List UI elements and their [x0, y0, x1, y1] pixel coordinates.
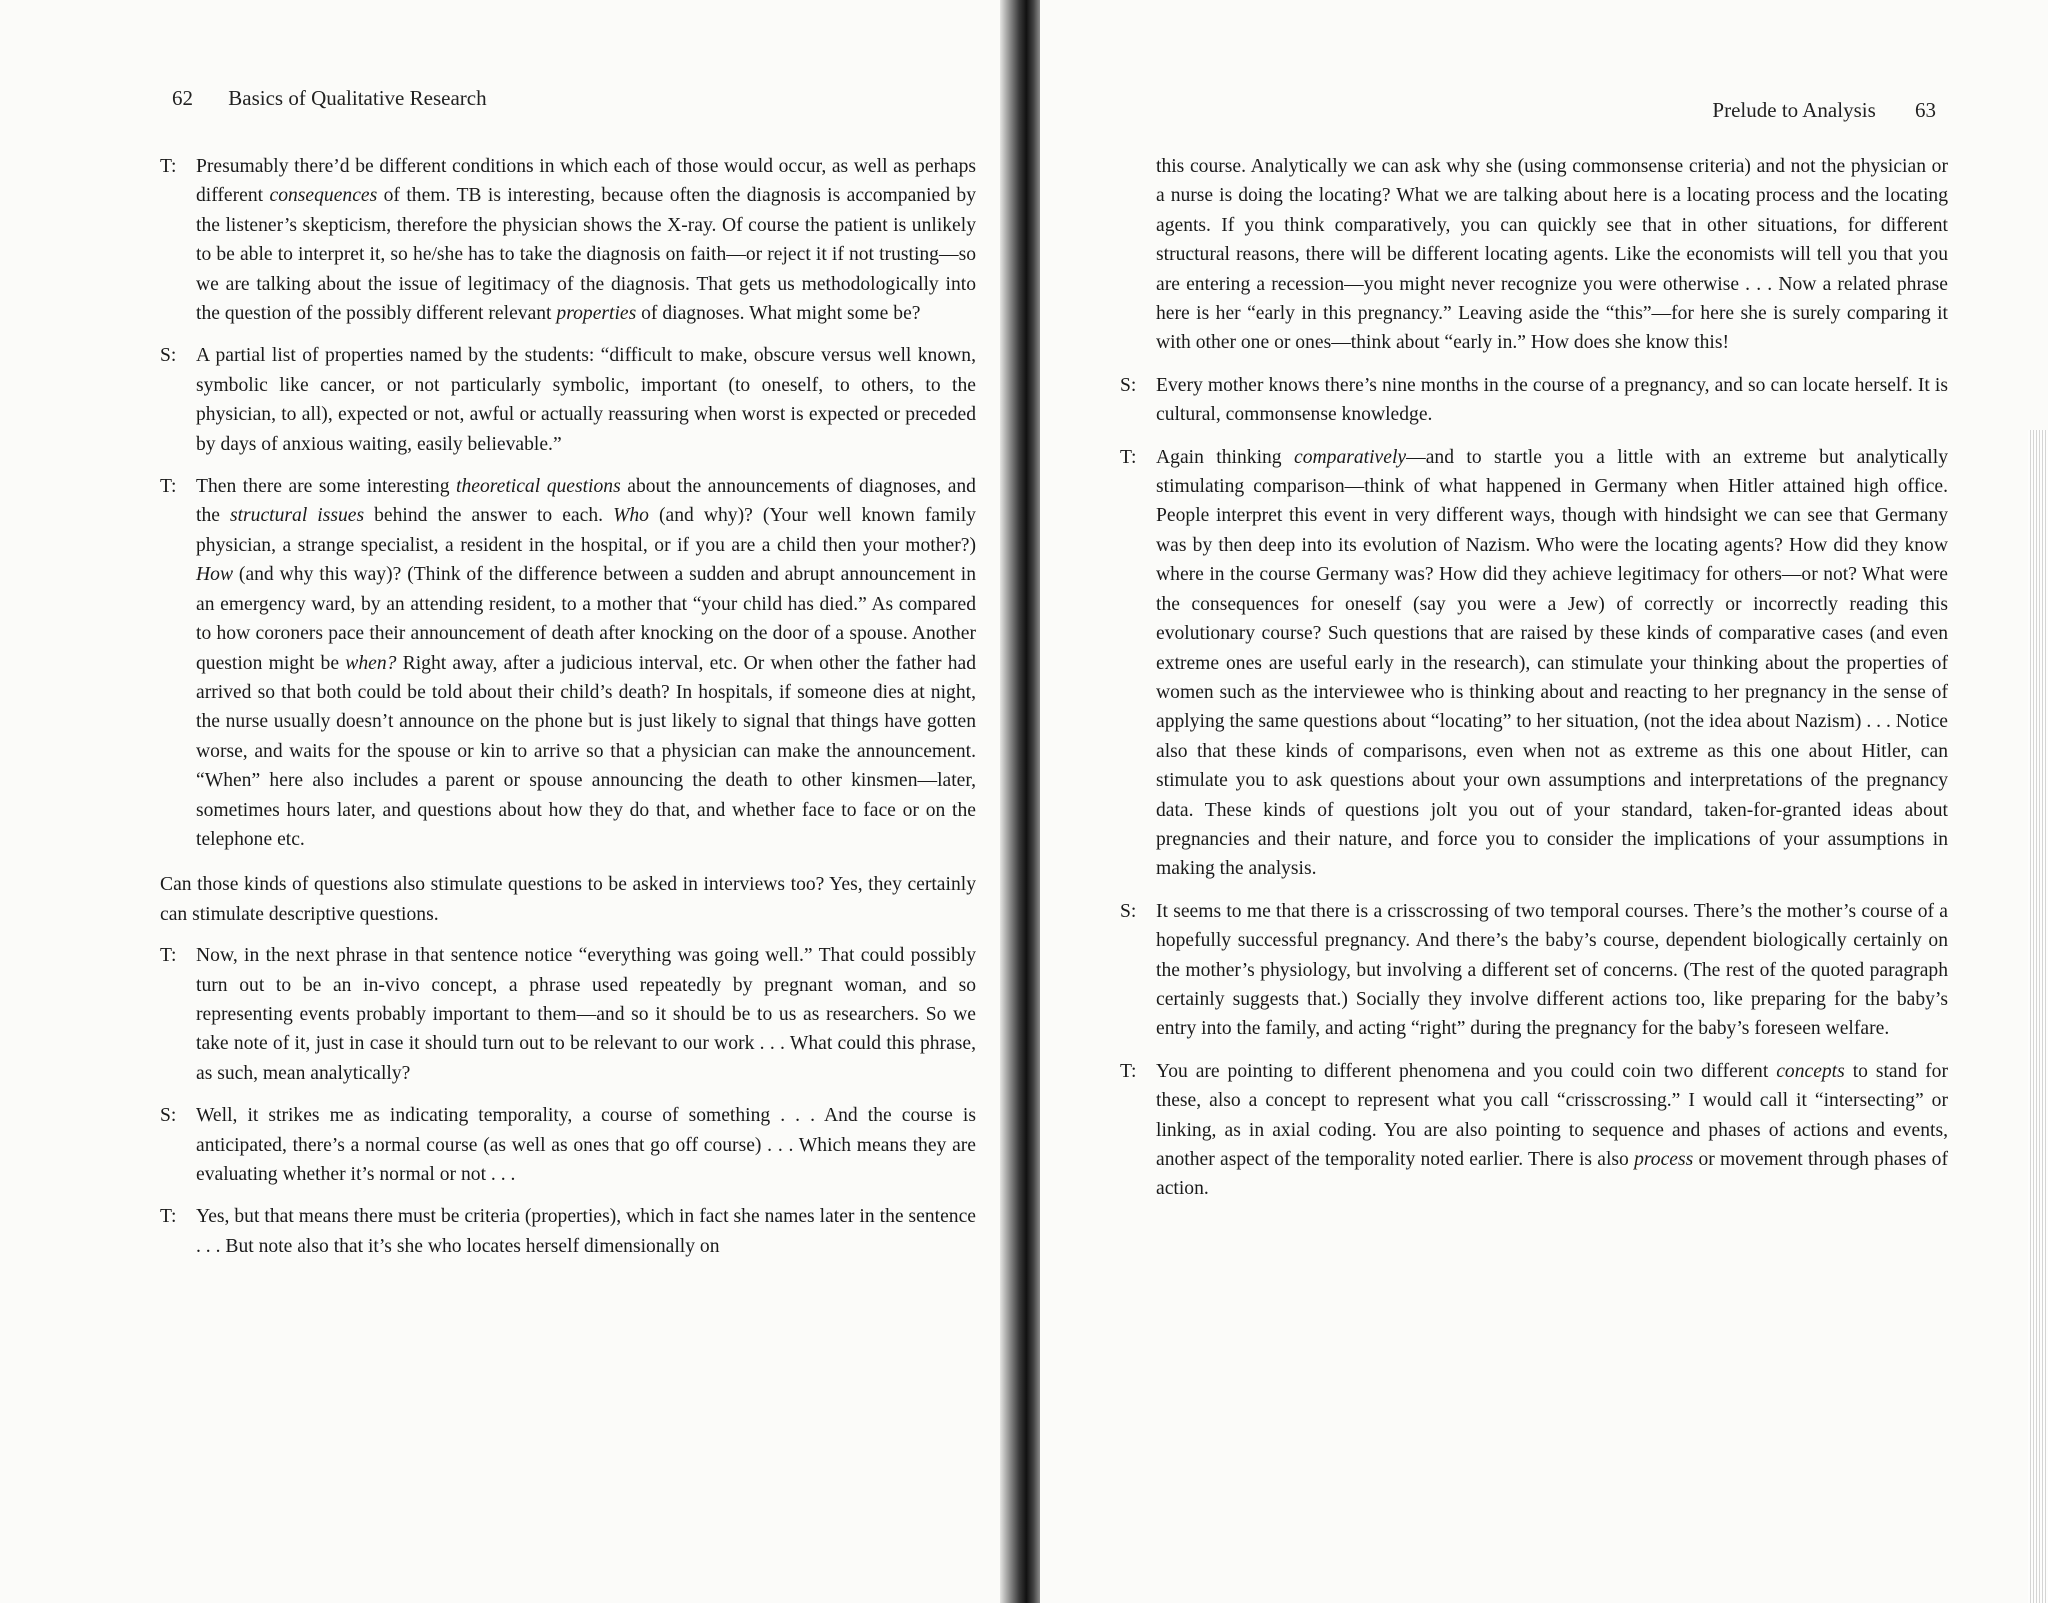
text-run: You are pointing to different phenomena and you could coin two different	[1156, 1060, 1777, 1082]
text-run: or movement through phases of action.	[1156, 1149, 1948, 1200]
text-run: Right away, after a judicious interval, etc. Or when other the father had arrived so that both could be told about their child’s death? In hospitals, if someone dies at night, the nurse usually doesn’t announce on the phone but is just likely to signal that things have gotten worse, and waits for the spouse or kin to arrive so that a physician can make the announcement. “When” here also includes a parent or spouse announcing the death to other kinsmen—later, sometimes hours later, and questions about how they do that, and whether face to face or on the telephone etc.	[196, 652, 976, 850]
speaker-label: T:	[160, 476, 177, 498]
text-run: (and why)? (Your well known family physician, a strange specialist, a resident in the hospital, or if you are a child then your mother?)	[196, 505, 976, 556]
dialogue-entry	[160, 941, 976, 1088]
italic-text: Who	[613, 505, 649, 527]
speaker-label: S:	[1120, 374, 1137, 396]
right-page	[1040, 0, 2048, 1603]
text-run: of diagnoses. What might some be?	[636, 303, 921, 325]
text-run: (and why this way)? (Think of the difference between a sudden and abrupt announcement in an emergency ward, by an attending resident, to a mother that “your child has died.” As compared to how coroners pace their announcement of death after knocking on the door of a spouse. Another question might be	[196, 564, 976, 674]
running-head-title: Prelude to Analysis	[1712, 98, 1876, 122]
speaker-label: S:	[160, 1105, 177, 1127]
dialogue-entry	[160, 341, 976, 459]
speaker-label: T:	[160, 156, 177, 177]
text-run: this course. Analytically we can ask why she (using commonsense criteria) and not the physician or a nurse is doing the locating? What we are talking about here is a locating process and the locating agents. If you think comparatively, you can quickly see that in other situations, for different structural reasons, there will be different locating agents. Like the economists will tell you that you are entering a recession—you might never recognize you were otherwise . . . Now a related phrase here is her “early in this pregnancy.” Leaving aside the “this”—for here she is surely comparing it with other one or ones—think about “early in.” How does she know this!	[1156, 156, 1948, 354]
text-run: It seems to me that there is a crisscrossing of two temporal courses. There’s the mother’s course of a hopefully successful pregnancy. And there’s the baby’s course, dependent biologically certainly on the mother’s physiology, but involving a different set of concerns. (The rest of the quoted paragraph certainly suggests that.) Socially they involve different actions too, like preparing for the baby’s entry into the family, and acting “right” during the pregnancy for the baby’s foreseen welfare.	[1156, 900, 1948, 1040]
dialogue-text	[196, 941, 976, 1088]
italic-text: comparatively	[1294, 446, 1407, 468]
dialogue-text	[1156, 443, 1948, 884]
speaker-label: T:	[160, 945, 177, 967]
text-run: of them. TB is interesting, because often the diagnosis is accompanied by the listener’s skepticism, therefore the physician shows the X-ray. Of course the patient is unlikely to be able to interpret it, so he/she has to take the diagnosis on faith—or reject it if not trusting—so we are talking about the issue of legitimacy of the diagnosis. That gets us methodologically into the question of the possibly different relevant	[196, 185, 976, 325]
dialogue-text	[1156, 897, 1948, 1044]
text-run: Every mother knows there’s nine months in the course of a pregnancy, and so can locate herself. It is cultural, commonsense knowledge.	[1156, 374, 1948, 426]
italic-text: consequences	[269, 185, 378, 207]
dialogue-block	[160, 152, 976, 854]
dialogue-text	[1156, 371, 1948, 430]
right-page-text	[1120, 152, 1948, 1217]
italic-text: structural issues	[229, 505, 365, 527]
dialogue-entry	[160, 472, 976, 854]
text-run: Again thinking	[1156, 446, 1295, 468]
text-run: Now, in the next phrase in that sentence notice “everything was going well.” That could possibly turn out to be an in-vivo concept, a phrase used repeatedly by pregnant woman, and so representing events probably important to them—and so it should be to us as researchers. So we take note of it, just in case it should turn out to be relevant to our work . . . What could this phrase, as such, mean analytically?	[196, 945, 976, 1084]
text-run: behind the answer to each.	[364, 505, 614, 527]
text-run: Yes, but that means there must be criteria (properties), which in fact she names later in the sentence . . . But note also that it’s she who locates herself dimensionally on	[196, 1206, 976, 1257]
italic-text: theoretical questions	[456, 476, 621, 498]
speaker-label: T:	[1120, 446, 1137, 468]
text-run: to stand for these, also a concept to represent what you call “crisscrossing.” I would call it “intersecting” or linking, as in axial coding. You are also pointing to sequence and phases of actions and events, another aspect of the temporality noted earlier. There is also	[1156, 1060, 1948, 1170]
text-run: —and to startle you a little with an extreme but analytically stimulating comparison—think of what happened in Germany when Hitler attained high office. People interpret this event in very different ways, though with hindsight we can see that Germany was by then deep into its evolution of Nazism. Who were the locating agents? How did they know where in the course Germany was? How did they achieve legitimacy for others—or not? What were the consequences for oneself (say you were a Jew) of correctly or incorrectly reading this evolutionary course? Such questions that are raised by these kinds of comparative cases (and even extreme ones are useful early in the research), can stimulate your thinking about the properties of women such as the interviewee who is thinking about and reacting to her pregnancy in the sense of applying the same questions about “locating” to her situation, (not the idea about Nazism) . . . Notice also that these kinds of comparisons, even when not as extreme as this one about Hitler, can stimulate you to ask questions about your own assumptions and interpretations of the pregnancy data. These kinds of questions jolt you out of your standard, taken-for-granted ideas about pregnancies and their nature, and force you to consider the implications of your assumptions in making the analysis.	[1156, 446, 1948, 880]
dialogue-text	[196, 1202, 976, 1261]
dialogue-block	[160, 941, 976, 1261]
speaker-label: T:	[1120, 1060, 1137, 1082]
dialogue-entry	[1120, 897, 1948, 1044]
page-number: 62	[172, 86, 193, 110]
dialogue-entry	[160, 152, 976, 328]
speaker-label: S:	[1120, 900, 1137, 922]
left-page-text	[160, 152, 976, 1274]
dialogue-entry	[1120, 1057, 1948, 1204]
body-paragraph: Can those kinds of questions also stimulate questions to be asked in interviews too? Yes, they certainly can stimulate descriptive questions.	[160, 874, 976, 925]
dialogue-text	[196, 152, 976, 328]
text-run: Then there are some interesting	[196, 476, 457, 498]
text-run: A partial list of properties named by the students: “difficult to make, obscure versus well known, symbolic like cancer, or not particularly symbolic, important (to oneself, to others, to the physician, to all), expected or not, awful or actually reassuring when worst is expected or preceded by days of anxious waiting, easily believable.”	[196, 345, 976, 455]
italic-text: properties	[556, 303, 637, 325]
dialogue-text	[196, 1101, 976, 1189]
text-run: Well, it strikes me as indicating temporality, a course of something . . . And the course is anticipated, there’s a normal course (as well as ones that go off course) . . . Which means they are evaluating whether it’s normal or not . . .	[196, 1105, 976, 1185]
speaker-label: T:	[160, 1206, 177, 1228]
dialogue-text	[196, 472, 976, 854]
italic-text: concepts	[1776, 1060, 1845, 1082]
page-number: 63	[1915, 98, 1936, 122]
dialogue-text	[196, 341, 976, 459]
left-page	[0, 0, 1012, 1603]
page-edge-stack	[2028, 430, 2048, 1603]
dialogue-entry	[1120, 371, 1948, 430]
running-head-title: Basics of Qualitative Research	[228, 86, 487, 110]
italic-text: when?	[345, 652, 397, 674]
continued-paragraph	[1120, 152, 1948, 358]
italic-text: process	[1634, 1149, 1694, 1170]
dialogue-text	[1156, 1057, 1948, 1204]
italic-text: How	[196, 564, 234, 586]
dialogue-entry	[160, 1101, 976, 1189]
dialogue-block	[1120, 371, 1948, 1204]
text-run: Presumably there’d be different conditions in which each of those would occur, as well as perhaps different	[196, 156, 976, 207]
left-running-head	[172, 86, 487, 111]
dialogue-entry	[160, 1202, 976, 1261]
text-run: about the announcements of diagnoses, and the	[196, 476, 976, 527]
speaker-label: S:	[160, 345, 177, 367]
dialogue-entry	[1120, 443, 1948, 884]
right-running-head	[1712, 98, 1936, 123]
